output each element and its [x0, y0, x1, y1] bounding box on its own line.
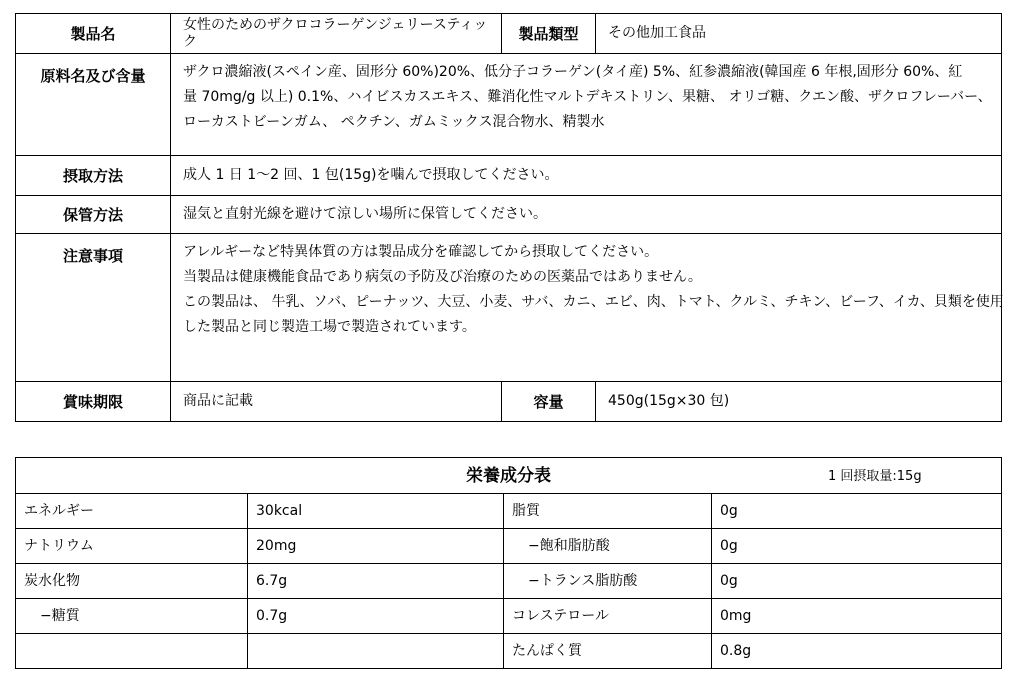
nutrient-value: 0.8g	[712, 634, 1002, 669]
nutrient-value: 0mg	[712, 599, 1002, 634]
table-row	[16, 599, 1002, 634]
table-row	[16, 564, 1002, 599]
ingredients-line: 量 70mg/g 以上) 0.1%、ハイビスカスエキス、難消化性マルトデキストリン、果糖、 オリゴ糖、クエン酸、ザクロフレーバー、	[183, 89, 992, 105]
nutrient-name	[16, 634, 248, 669]
nutrition-title: 栄養成分表	[466, 466, 551, 486]
capacity-label: 容量	[502, 382, 596, 422]
nutrient-name: 炭水化物	[16, 564, 248, 599]
table-row	[16, 634, 1002, 669]
nutrient-name: −糖質	[16, 599, 248, 634]
product-name-label: 製品名	[16, 14, 171, 54]
caution-line: 当製品は健康機能食品であり病気の予防及び治療のための医薬品ではありません。	[183, 269, 702, 285]
nutrient-name: −トランス脂肪酸	[504, 564, 712, 599]
nutrient-name: ナトリウム	[16, 529, 248, 564]
cautions-label: 注意事項	[16, 234, 171, 382]
ingredients-line: ザクロ濃縮液(スペイン産、固形分 60%)20%、低分子コラーゲン(タイ産) 5%、紅参濃縮液(韓国産 6 年根,固形分 60%、紅	[183, 64, 963, 80]
product-info-table	[15, 13, 1002, 422]
capacity-value: 450g(15g×30 包)	[596, 382, 1002, 422]
nutrient-name: エネルギー	[16, 494, 248, 529]
intake-value: 成人 1 日 1〜2 回、1 包(15g)を噛んで摂取してください。	[171, 156, 1002, 196]
nutrient-value: 20mg	[248, 529, 504, 564]
caution-line: した製品と同じ製造工場で製造されています。	[183, 319, 476, 335]
nutrient-value: 6.7g	[248, 564, 504, 599]
nutrient-value: 0g	[712, 564, 1002, 599]
product-name-value: 女性のためのザクロコラーゲンジェリースティック	[171, 14, 502, 54]
intake-label: 摂取方法	[16, 156, 171, 196]
table-row	[16, 494, 1002, 529]
product-type-label: 製品類型	[502, 14, 596, 54]
nutrient-name: 脂質	[504, 494, 712, 529]
nutrition-table	[15, 457, 1002, 669]
caution-line: この製品は、 牛乳、ソバ、ピーナッツ、大豆、小麦、サバ、カニ、エビ、肉、トマト、クルミ、チキン、ビーフ、イカ、貝類を使用	[183, 294, 1004, 310]
ingredients-line: ローカストビーンガム、 ペクチン、ガムミックス混合物水、精製水	[183, 114, 605, 130]
table-row	[16, 529, 1002, 564]
best-before-value: 商品に記載	[171, 382, 502, 422]
ingredients-value	[171, 54, 1002, 156]
nutrient-value: 0.7g	[248, 599, 504, 634]
nutrient-value: 30kcal	[248, 494, 504, 529]
nutrient-value: 0g	[712, 529, 1002, 564]
nutrient-value: 0g	[712, 494, 1002, 529]
serving-size: 1 回摂取量:15g	[828, 469, 922, 484]
caution-line: アレルギーなど特異体質の方は製品成分を確認してから摂取してください。	[183, 244, 659, 260]
nutrition-header	[16, 458, 1002, 494]
ingredients-label: 原料名及び含量	[16, 54, 171, 156]
best-before-label: 賞味期限	[16, 382, 171, 422]
nutrient-name: −飽和脂肪酸	[504, 529, 712, 564]
nutrient-name: コレステロール	[504, 599, 712, 634]
cautions-value	[171, 234, 1002, 382]
product-type-value: その他加工食品	[596, 14, 1002, 54]
storage-label: 保管方法	[16, 196, 171, 234]
nutrient-name: たんぱく質	[504, 634, 712, 669]
nutrient-value	[248, 634, 504, 669]
storage-value: 湿気と直射光線を避けて涼しい場所に保管してください。	[171, 196, 1002, 234]
